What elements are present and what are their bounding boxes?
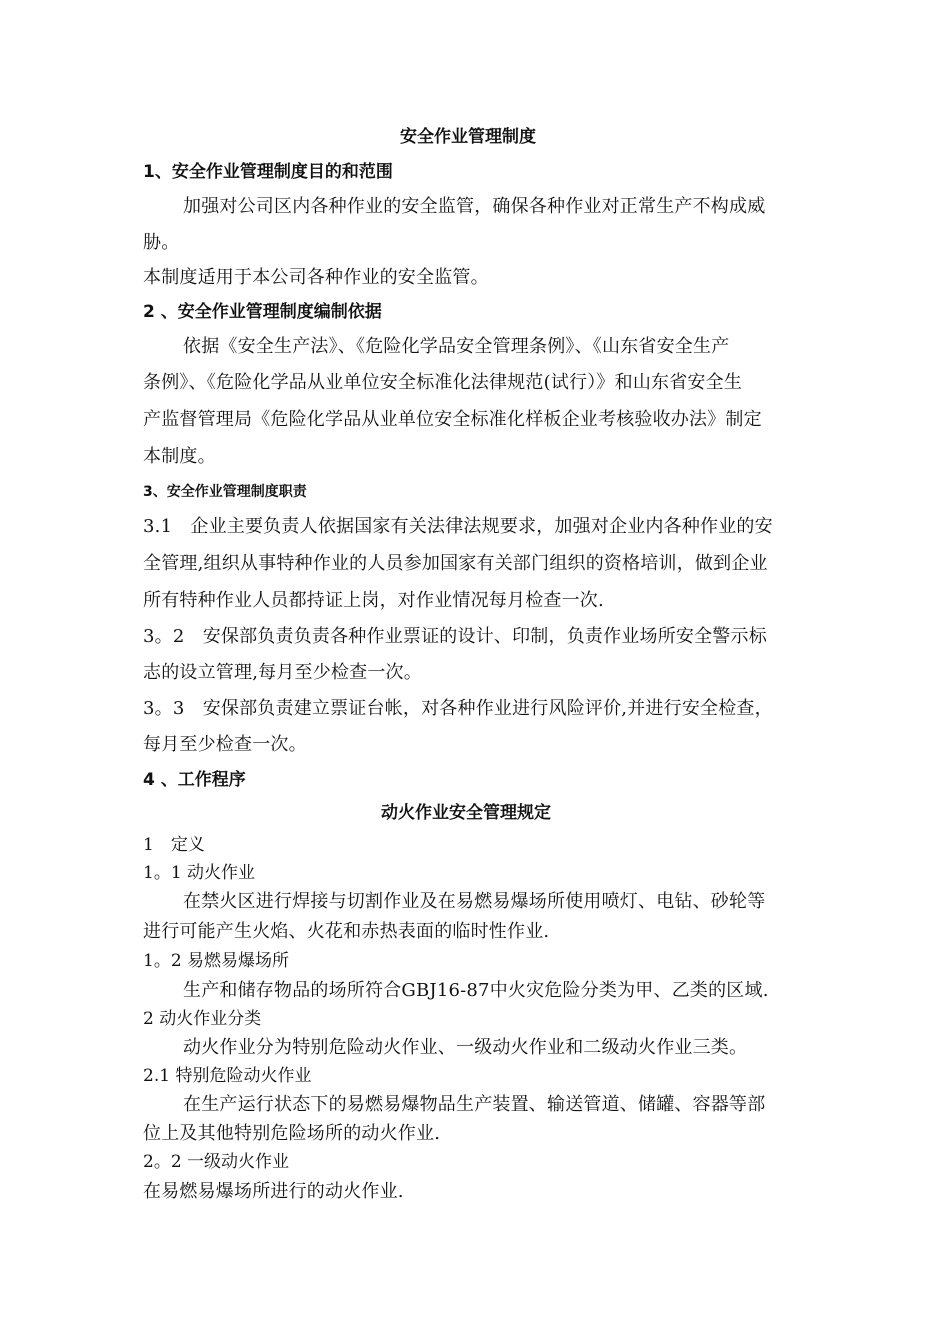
paragraph-line: 进行可能产生火焰、火花和赤热表面的临时性作业. [143,921,550,942]
heading-4: 4 、工作程序 [143,770,246,790]
paragraph-line: 志的设立管理,每月至少检查一次。 [143,662,422,683]
paragraph-line: 全管理,组织从事特种作业的人员参加国家有关部门组织的资格培训，做到企业 [143,553,768,574]
paragraph-line: 动火作业分为特别危险动火作业、一级动火作业和二级动火作业三类。 [183,1037,748,1058]
heading-1: 1、安全作业管理制度目的和范围 [143,162,393,182]
subheading: 1。2 易燃易爆场所 [143,951,290,971]
paragraph-line: 本制度适用于本公司各种作业的安全监管。 [143,267,489,288]
section-title: 动火作业安全管理规定 [381,803,551,823]
paragraph-line: 在生产运行状态下的易燃易爆物品生产装置、输送管道、储罐、容器等部 [183,1094,766,1115]
paragraph-line: 生产和储存物品的场所符合GBJ16-87中火灾危险分类为甲、乙类的区域. [183,980,769,1001]
subheading: 1 定义 [143,835,205,855]
subheading: 1。1 动火作业 [143,863,256,883]
subheading: 2 动火作业分类 [143,1009,262,1029]
paragraph-line: 3。2 安保部负责负责各种作业票证的设计、印制，负责作业场所安全警示标 [143,626,767,647]
paragraph-line: 依据《安全生产法》、《危险化学品安全管理条例》、《山东省安全生产 [183,336,730,357]
doc-title: 安全作业管理制度 [400,127,536,147]
paragraph-line: 本制度。 [143,446,216,467]
paragraph-line: 条例》、《危险化学品从业单位安全标准化法律规范(试行）》和山东省安全生 [143,372,743,393]
heading-3: 3、安全作业管理制度职责 [143,484,307,500]
paragraph-line: 胁。 [143,232,180,253]
paragraph-line: 在易燃易爆场所进行的动火作业. [143,1181,404,1202]
subheading: 2。2 一级动火作业 [143,1152,290,1172]
paragraph-line: 加强对公司区内各种作业的安全监管，确保各种作业对正常生产不构成威 [183,196,766,217]
paragraph-line: 所有特种作业人员都持证上岗，对作业情况每月检查一次. [143,590,604,611]
paragraph-line: 3。3 安保部负责建立票证台帐，对各种作业进行风险评价,并进行安全检查， [143,698,773,719]
paragraph-line: 在禁火区进行焊接与切割作业及在易燃易爆场所使用喷灯、电钻、砂轮等 [183,891,766,912]
paragraph-line: 位上及其他特别危险场所的动火作业. [143,1123,441,1144]
paragraph-line: 每月至少检查一次。 [143,734,307,755]
paragraph-line: 产监督管理局《危险化学品从业单位安全标准化样板企业考核验收办法》制定 [143,409,762,430]
subheading: 2.1 特别危险动火作业 [143,1066,312,1086]
paragraph-line: 3.1 企业主要负责人依据国家有关法律法规要求，加强对企业内各种作业的安 [143,516,773,537]
heading-2: 2 、安全作业管理制度编制依据 [143,302,382,322]
